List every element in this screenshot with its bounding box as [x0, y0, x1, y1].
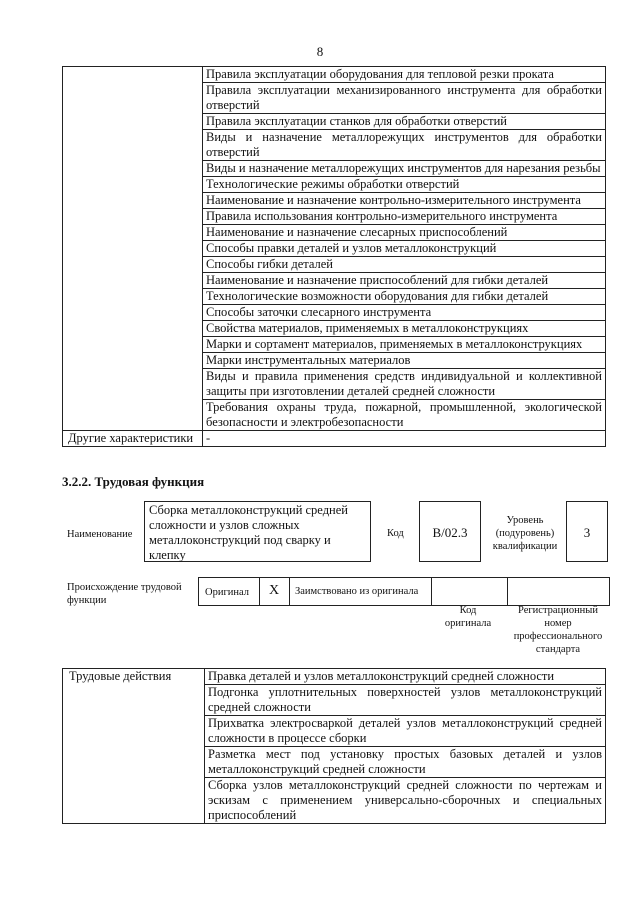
table-cell: Виды и правила применения средств индивидуальной и коллективной защиты при изготовлении деталей средней сложности	[203, 369, 606, 400]
table-cell: Прихватка электросваркой деталей узлов металлоконструкций средней сложности в процессе сборки	[205, 716, 606, 747]
table-row	[63, 67, 606, 83]
actions-table	[62, 668, 606, 824]
original-label: Оригинал	[205, 587, 249, 598]
table-cell: Виды и назначение металлорежущих инструментов для нарезания резьбы	[203, 161, 606, 177]
table-cell: Правила эксплуатации механизированного инструмента для обработки отверстий	[203, 83, 606, 114]
level-value: 3	[583, 525, 591, 540]
table-cell: Наименование и назначение слесарных приспособлений	[203, 225, 606, 241]
table-cell: Свойства материалов, применяемых в металлоконструкциях	[203, 321, 606, 337]
divider	[431, 578, 432, 605]
level-label: Уровень (подуровень) квалификации	[492, 515, 558, 552]
table-cell: Наименование и назначение приспособлений для гибки деталей	[203, 273, 606, 289]
borrowed-label: Заимствовано из оригинала	[295, 586, 419, 597]
reg-number-caption: Регистрационный номер профессионального стандарта	[513, 605, 603, 655]
name-label: Наименование	[67, 529, 133, 540]
origin-box	[198, 577, 610, 606]
table-cell: Виды и назначение металлорежущих инструментов для обработки отверстий	[203, 130, 606, 161]
origin-label: Происхождение трудовой функции	[67, 582, 182, 606]
table-cell: Наименование и назначение контрольно-измерительного инструмента	[203, 193, 606, 209]
table-cell: Марки инструментальных материалов	[203, 353, 606, 369]
divider	[289, 578, 290, 605]
divider	[259, 578, 260, 605]
page-number: 8	[316, 44, 324, 59]
table-cell: Правка деталей и узлов металлоконструкций средней сложности	[205, 669, 606, 685]
code-original-caption: Код оригинала	[444, 605, 492, 629]
original-mark: X	[269, 583, 280, 598]
code-value-box	[419, 501, 481, 562]
table-cell: Правила использования контрольно-измерительного инструмента	[203, 209, 606, 225]
table-cell: Способы заточки слесарного инструмента	[203, 305, 606, 321]
section-heading: 3.2.2. Трудовая функция	[62, 474, 205, 489]
function-name-box	[144, 501, 371, 562]
table-cell: Разметка мест под установку простых базовых деталей и узлов металлоконструкций средней сложности	[205, 747, 606, 778]
table-cell: Правила эксплуатации станков для обработки отверстий	[203, 114, 606, 130]
table-cell: Подгонка уплотнительных поверхностей узлов металлоконструкций средней сложности	[205, 685, 606, 716]
table-cell: Способы правки деталей и узлов металлоконструкций	[203, 241, 606, 257]
row-label-cell	[63, 67, 203, 431]
table-cell: Технологические режимы обработки отверстий	[203, 177, 606, 193]
other-characteristics-value: -	[203, 431, 606, 447]
table-cell: Способы гибки деталей	[203, 257, 606, 273]
table-cell: Правила эксплуатации оборудования для тепловой резки проката	[203, 67, 606, 83]
table-cell: Технологические возможности оборудования для гибки деталей	[203, 289, 606, 305]
code-value: B/02.3	[432, 525, 468, 540]
table-cell: Требования охраны труда, пожарной, промышленной, экологической безопасности и электробезопасности	[203, 400, 606, 431]
other-characteristics-label: Другие характеристики	[63, 431, 203, 447]
table-row	[63, 669, 606, 685]
table-cell: Марки и сортамент материалов, применяемых в металлоконструкциях	[203, 337, 606, 353]
level-value-box	[566, 501, 608, 562]
row-label-cell: Трудовые действия	[63, 669, 205, 824]
function-name-value: Сборка металлоконструкций средней сложности и узлов сложных металлоконструкций под сварку и клепку	[149, 503, 348, 562]
knowledge-table	[62, 66, 606, 447]
divider	[507, 578, 508, 605]
table-cell: Сборка узлов металлоконструкций средней сложности по чертежам и эскизам с применением универсально-сборочных и специальных приспособлений	[205, 778, 606, 824]
other-characteristics-row	[63, 431, 606, 447]
code-label: Код	[387, 528, 404, 539]
